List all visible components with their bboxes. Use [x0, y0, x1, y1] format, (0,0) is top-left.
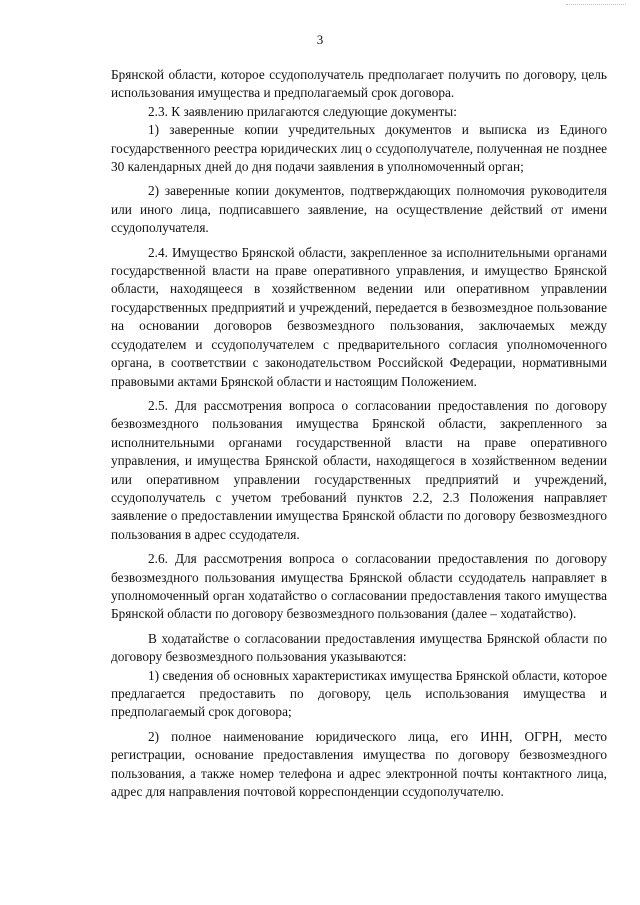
paragraph-2-3-item-2: 2) заверенные копии документов, подтверждающих полномочия руководителя или иного лица, подписавшего заявление, на осуществление действий от имени ссудополучателя.	[111, 183, 607, 236]
paragraph-petition-item-2: 2) полное наименование юридического лица, его ИНН, ОГРН, место регистрации, основание предоставления имущества по договору безвозмездного пользования, а также номер телефона и адрес электронной почты контактного лица, адрес для направления почтовой корреспонденции ссудополучателю.	[111, 728, 607, 800]
document-body	[111, 66, 607, 801]
page-number: 3	[316, 32, 324, 47]
paragraph-2-3-item-1: 1) заверенные копии учредительных документов и выписка из Единого государственного реестра юридических лиц о ссудополучателе, полученная не позднее 30 календарных дней до дня подачи заявления в уполномоченный орган;	[111, 122, 607, 175]
paragraph-2-3: 2.3. К заявлению прилагаются следующие документы:	[148, 103, 457, 119]
paragraph-continuation: Брянской области, которое ссудополучатель предполагает получить по договору, цель использования имущества и предполагаемый срок договора.	[111, 67, 607, 101]
paragraph-2-4: 2.4. Имущество Брянской области, закрепленное за исполнительными органами государственной власти на праве оперативного управления, и имущество Брянской области, находящееся в хозяйственном ведении или оперативном управлении государственных предприятий и учреждений, передается в безвозмездное пользование на основании договоров безвозмездного пользования, заключаемых между ссудодателем и ссудополучателем с предварительного согласия уполномоченного органа, в соответствии с законодательством Российской Федерации, нормативными правовыми актами Брянской области и настоящим Положением.	[111, 244, 607, 389]
paragraph-petition-intro: В ходатайстве о согласовании предоставления имущества Брянской области по договору безвозмездного пользования указываются:	[111, 630, 607, 665]
paragraph-petition-item-1: 1) сведения об основных характеристиках имущества Брянской области, которое предлагается предоставить по договору, цель использования имущества и предполагаемый срок договора;	[111, 667, 607, 720]
paragraph-2-6: 2.6. Для рассмотрения вопроса о согласовании предоставления по договору безвозмездного пользования имущества Брянской области ссудодатель направляет в уполномоченный орган ходатайство о согласовании предоставления такого имущества Брянской области по договору безвозмездного пользования (далее – ходатайство).	[111, 551, 607, 622]
paragraph-2-5: 2.5. Для рассмотрения вопроса о согласовании предоставления по договору безвозмездного пользования имущества Брянской области, закрепленного за исполнительными органами государственной власти на праве оперативного управления, и имущества Брянской области, находящегося в хозяйственном ведении или оперативном управлении государственных предприятий и учреждений, ссудополучатель с учетом требований пунктов 2.2, 2.3 Положения направляет заявление о предоставлении имущества Брянской области по договору безвозмездного пользования в адрес ссудодателя.	[111, 397, 607, 542]
scan-corner-mark	[566, 4, 626, 11]
